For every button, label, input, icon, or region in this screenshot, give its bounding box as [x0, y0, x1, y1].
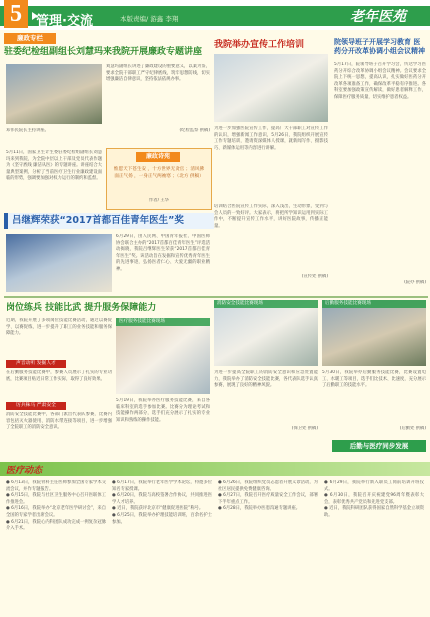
- article5-title: 岗位练兵 技能比武 提升服务保障能力: [6, 303, 157, 313]
- article5-body3: 消防安全技能比赛中，各部门派出代表队参赛，比赛内容包括灭火器使用、消防水带连接等项目，进一步增强了全院职工的消防安全意识。: [6, 412, 112, 431]
- poem-title: 廉政诗苑: [136, 152, 180, 162]
- news-col2: ● 6月17日，我院举行老年医学学术论坛，特邀多位知名专家授课。 ● 6月20日，我院与高校签署合作协议，共同推进医学人才培养。 ● 近日，我院获评北京市“健康促进医院”称号。 ● 6月25日，我院举办护理技能培训班，百余名护士参加。: [112, 480, 212, 525]
- section-title: 管理·交流: [36, 14, 93, 29]
- tag-right: 后勤与医疗同步发展: [332, 440, 426, 452]
- article3-credit: (院办 供稿): [404, 280, 426, 285]
- article1-body3: 5月11日，国家卫生计生委驻委纪检组副组长刘慧玛来到我院，为全院中层以上干部及党员代表作题为《坚守底线 廉洁从医》的专题讲座。讲座结合大量典型案例，分析了当前医疗卫生行业廉政建设面临的形势，强调要加强对权力运行的制约和监督。: [6, 150, 102, 182]
- competition-photo-1: [116, 318, 210, 394]
- article4-body: 6月29日，由人民网、中国青年报社、中国医师协会联合主办的“2017首都百佳青年医生”评选活动揭晓，我院吕继辉医生荣获“2017首都百佳青年医生”奖。该活动旨在发掘和宣传优秀青年医生的先进事迹，弘扬医者仁心、大爱无疆的职业精神。: [116, 234, 210, 272]
- article2-credit: (宣传处 供稿): [301, 274, 328, 279]
- brand-logo: 老年医苑: [350, 10, 406, 25]
- training-photo: [214, 54, 328, 122]
- article5-body1: 近期，我院开展了多项岗位技能比赛活动，通过以赛促学、以赛促练，进一步提升了职工的业务技能和服务保障能力。: [6, 318, 112, 337]
- award-photo: [6, 234, 112, 292]
- divider-line: [4, 296, 428, 298]
- news-title: 医疗动态: [6, 466, 43, 476]
- caption3-body: 5月30日，我院举办后勤服务技能比赛，比赛设置电工、水暖工等项目，选手们比技术、比速度，充分展示了后勤职工的技能水平。: [322, 370, 426, 389]
- article1-credit: (纪检监察 供稿): [179, 128, 210, 133]
- news-col1: ● 6月13日，我院骨科主任医师参加全国专家学术交流会议，并作专题报告。 ● 6月15日，我院与社区卫生服务中心召开医联体工作推进会。 ● 6月16日，我院举办“北京老年医学研讨会”，来自全国的专家学者出席会议。 ● 6月21日，我院心内科团队成功完成一例复杂冠脉介入手术。: [6, 480, 106, 532]
- article4-title: 吕继辉荣获“2017首都百佳青年医生”奖: [12, 215, 184, 226]
- article3-body: 5月17日，院领导班子召开学习会，传达学习医药分开综合改革协调小组会议精神。会议要求全院上下统一思想，提高认识，扎实做好医药分开改革各项准备工作，确保改革平稳有序推进。各科室要加强政策宣传解读，做好患者解释工作，保障医疗服务质量，切实维护患者权益。: [334, 62, 426, 100]
- article1-title: 驻委纪检组副组长刘慧玛来我院开展廉政专题讲座: [4, 47, 203, 57]
- news-col3: ● 6月26日，我院组织党员志愿者开展义诊活动，为社区居民提供免费健康咨询。 ● 6月27日，我院召开医疗质量安全工作会议，部署下半年重点工作。 ● 6月28日，我院举办医患沟通专题讲座。: [218, 480, 318, 512]
- caption2-credit: (保卫处 供稿): [291, 426, 318, 431]
- lecture-photo: [6, 64, 102, 124]
- page-number: 5: [4, 0, 28, 28]
- caption2-label: 消防安全技能比赛现场: [214, 300, 318, 308]
- section-meta: 本版责编/ 游鑫 李翔: [120, 15, 179, 23]
- competition-photo-2: [214, 300, 318, 366]
- label-badge-1: 声音动听 发掘人才: [6, 360, 66, 368]
- label-badge-2: 厉兵秣马 严肃安全: [6, 402, 66, 410]
- competition-photo-3: [322, 300, 426, 366]
- caption2-body: 为进一步提高全院职工的消防安全意识和应急处置能力，我院举办了消防安全技能比赛，各代表队选手认真参赛，展现了良好的精神风貌。: [214, 370, 318, 389]
- news-col4: ● 6月29日，我院举行新入职员工岗前培训开班仪式。 ● 6月30日，我院召开庆祝建党96周年暨表彰大会，表彰优秀共产党员和先进党支部。 ● 近日，我院科研团队获得国家自然科学基金立项资助。: [324, 480, 424, 518]
- news-banner: [0, 462, 430, 476]
- caption1-body: 5月19日，我院举办医疗服务技能比赛，来自各临床科室的选手参加比赛。比赛分为理论考试和技能操作两部分，选手们充分展示了扎实的专业知识和熟练的操作技能。: [116, 398, 210, 423]
- article2-title: 我院举办宣传工作培训: [214, 40, 305, 50]
- article2-body2: 培训结合医院宣传工作实际，深入浅出，生动形象，受到与会人员的一致好评。大家表示，将把所学知识运用到实际工作中，不断提升宣传工作水平，讲好医院故事，传播正能量。: [214, 204, 328, 229]
- article3-title: 院领导班子开展学习教育 医药分开改革协调小组会议精神: [334, 38, 425, 55]
- article1-body1: 邓伟民院长主持讲座。: [6, 128, 49, 133]
- poem-body: 惟愿天下苍生安 ，十方世界无贪官 ；清风拂面正气扬 ，一身正气两袖寒 ；（北方 供稿）: [113, 167, 205, 179]
- kicker-badge: 廉政专栏: [4, 33, 56, 44]
- caption3-credit: (后勤处 供稿): [399, 426, 426, 431]
- article1-body2: 刘慧玛副组长讲述了廉政建设的重要意义，以案为鉴，要求全院干部职工严守纪律底线，筑牢思想防线，切实增强廉洁自律意识，坚持依法依规办事。: [106, 64, 210, 83]
- poem-author: 作者/ 王华: [148, 198, 169, 203]
- article5-body2: 在后勤服务技能比赛中，参赛人员展示了扎实的专业功底，比赛项目贴近日常工作实际，取得了良好效果。: [6, 370, 112, 382]
- article2-body1: 为进一步加强医院宣传工作，提高广大干部职工对宣传工作的认识，增强新闻工作意识，5月26日，我院组织开展宣传工作专题培训，邀请资深媒体人授课，就新闻写作、摄影技巧、新媒体运用等内容进行讲解。: [214, 126, 328, 151]
- caption1-label: 医疗服务技能比赛现场: [116, 318, 210, 326]
- caption3-label: 后勤服务技能比赛现场: [322, 300, 426, 308]
